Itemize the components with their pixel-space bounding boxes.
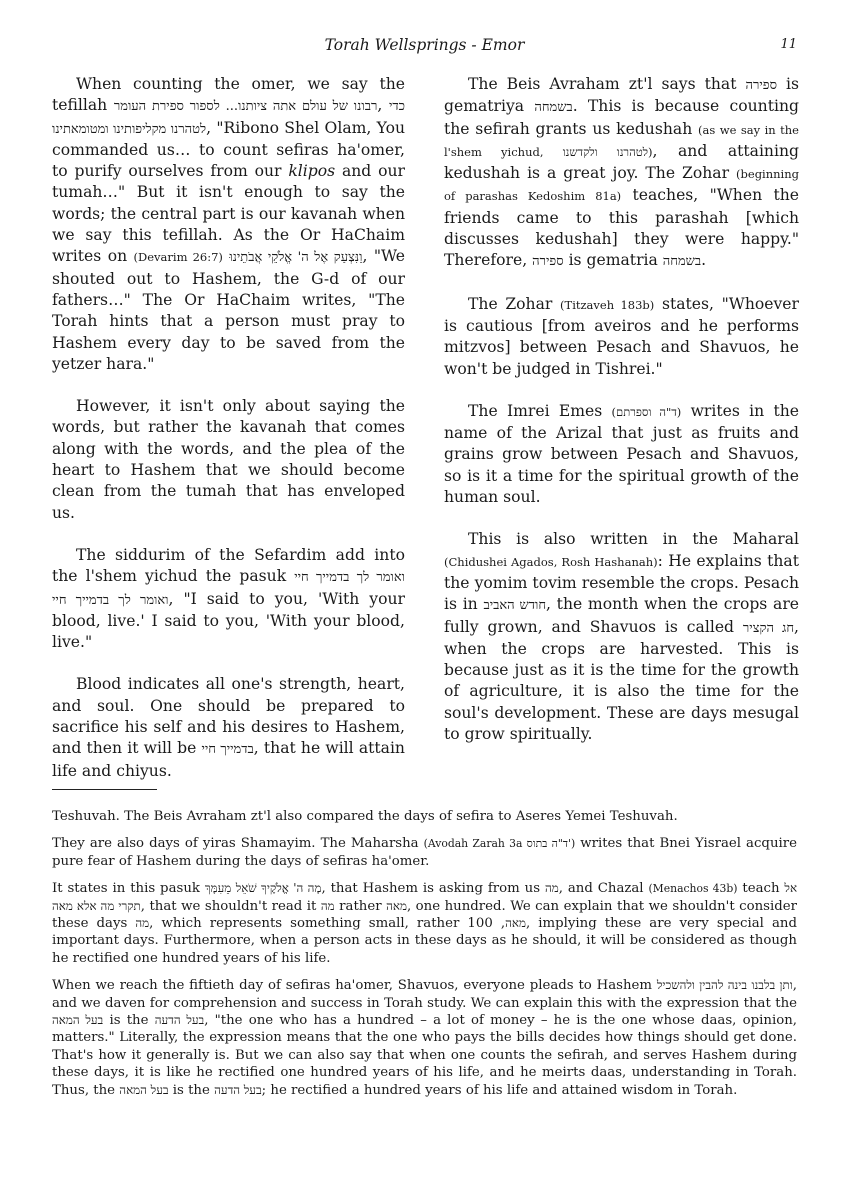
text-run: , implying these are very special and important days. Furthermore, when a person acts in these days as he should, it will be considered as though he rectified one hundred years of his life. [52, 916, 797, 966]
hebrew-text: בשמחה [534, 100, 573, 116]
source-citation: (as we say in the l'shem yichud, לטהרנו ולקדשנו) [444, 122, 799, 159]
source-citation: (Avodah Zarah 3a ד"ה בתוס') [423, 837, 576, 851]
text-run: writes that Bnei Yisrael acquire pure fear of Hashem during the days of sefiras ha'omer. [52, 836, 797, 869]
source-citation: (Chidushei Agados, Rosh Hashanah) [444, 554, 658, 569]
text-run: , "Ribono Shel Olam, You commanded us… to count sefiras ha'omer, to purify ourselves from our [52, 118, 406, 181]
text-run: , that Hashem is asking from us [321, 881, 545, 897]
text-run: They are also days of yiras Shamayim. The Maharsha [52, 836, 424, 852]
paragraph-siddurim [52, 545, 405, 653]
hebrew-text: ספירה [532, 254, 564, 270]
hebrew-text: חודש האביב [483, 598, 547, 614]
source-citation: (ד"ה וספרתם) [611, 404, 682, 419]
hebrew-text: בדמייך חיי [201, 742, 254, 758]
text-run: When we reach the fiftieth day of sefiras ha'omer, Shavuos, everyone pleads to Hashem [52, 978, 657, 994]
text-run: The siddurim of the Sefardim add into the l'shem yichud the pasuk [52, 545, 405, 586]
paragraph-imrei-emes [444, 401, 799, 508]
hebrew-text: מה [320, 898, 335, 913]
text-run: . [701, 251, 707, 270]
hebrew-text: רבונו של עולם אתה ציותנו... לספור ספירת העומר [113, 99, 378, 115]
text-run: The Zohar [468, 294, 561, 313]
text-run: is the [103, 1013, 155, 1029]
text-run: and our tumah…" But it isn't enough to say the words; the central part is our kavanah when we say this tefillah. As the Or HaChaim writes on [52, 162, 406, 266]
text-run: rather [334, 898, 387, 914]
hebrew-text: בעל המאה [119, 1082, 169, 1097]
hebrew-text: מָה ה' אֱלֹקֶיךָ שֹׁאֵל מֵעִמָּךְ [204, 881, 322, 896]
text-run: writes in the name of the Arizal that just as fruits and grains grow between Pesach and Shavuos, so is it a time for the spiritual growth of the human soul. [444, 401, 799, 507]
text-run: , that we shouldn't read it [140, 898, 321, 914]
footnote-teshuvah: Teshuvah. The Beis Avraham zt'l also compared the days of sefira to Aseres Yemei Teshuvah. [52, 809, 678, 824]
text-run: ; he rectified a hundred years of his life and attained wisdom in Torah. [261, 1082, 738, 1098]
footnote-yiras-shamayim [52, 835, 797, 870]
text-run: , and Chazal [558, 881, 649, 897]
text-run: The Imrei Emes [468, 401, 612, 420]
hebrew-text: ספירה [745, 78, 777, 93]
text-run: , [377, 96, 389, 115]
hebrew-text: בעל הדעה [214, 1082, 262, 1097]
hebrew-text: מאה [386, 898, 407, 913]
hebrew-text: בעל המאה [52, 1013, 104, 1028]
hebrew-text: וַנִּצְעַק אֶל ה' אֱלֹקֵי אֲבֹתֵינוּ [229, 250, 363, 266]
text-run: , which represents something small, rather 100 , [149, 916, 506, 932]
text-run: , one hundred. We can explain that we shouldn't consider these days [52, 898, 797, 932]
source-citation: (beginning of parashas Kedoshim 81a) [444, 167, 799, 204]
text-run: , and we daven for comprehension and success in Torah study. We can explain this with the expression that the [52, 978, 797, 1011]
source-citation: (Titzaveh 183b) [560, 297, 655, 312]
text-run: is gematria [563, 251, 663, 270]
text-run: The Beis Avraham zt'l says that [468, 75, 746, 93]
text-run: is the [168, 1082, 215, 1098]
footnote-mah-meah [52, 880, 797, 967]
hebrew-text: מה [135, 916, 150, 931]
paragraph-blood [52, 674, 405, 781]
text-run: states, "Whoever is cautious [from aveiros and he performs mitzvos] between Pesach and Shavuos, he won't be judged in Tishrei." [444, 294, 799, 378]
hebrew-text: בשמחה [662, 254, 702, 270]
text-run: Blood indicates all one's strength, heart, and soul. One should be prepared to sacrifice his self and his desires to Hashem, and then it will be [52, 675, 405, 758]
text-run: It states in this pasuk [52, 881, 205, 897]
source-citation: (Devarim 26:7) [133, 250, 223, 265]
hebrew-text: ותן בלבנו בינה להבין ולהשכיל [656, 978, 793, 993]
hebrew-text: אל תקרי מה אלא מאה [52, 881, 798, 913]
hebrew-text: כדי לטהרנו מקליפותינו ומטומאתינו [52, 99, 405, 137]
text-run: This is also written in the Maharal [468, 530, 799, 549]
running-title: Torah Wellsprings - Emor [324, 36, 525, 54]
text-run: , when the crops are harvested. This is because just as it is the time for the growth of agriculture, it is also the time for the soul's development. These are days mesugal to grow spiritually. [444, 617, 799, 744]
footnote-divider [52, 789, 157, 790]
hebrew-text: חג הקציר [742, 620, 795, 636]
text-run: teach [737, 881, 785, 897]
text-run: , "the one who has a hundred – a lot of money – he is the one whose daas, opinion, matters." Literally, the expression means that the one who pays the bills decides how things should get done. That's how it generally is. But we can also say that when one counts the sefirah, and serves Hashem during these days, it is like he rectified one hundred years of his life, and he meirts daas, understanding in Torah. Thus, the [52, 1013, 797, 1098]
paragraph-counting-omer [52, 74, 405, 375]
footnote-fiftieth-day [52, 977, 797, 1099]
paragraph-kavanah: However, it isn't only about saying the words, but rather the kavanah that comes along with the words, and the plea of the heart to Hashem that we should become clean from the tumah that has enveloped us. [52, 397, 405, 522]
text-run: , "I said to you, 'With your blood, live.' I said to you, 'With your blood, live." [52, 589, 405, 652]
italic-term: klipos [288, 162, 336, 181]
hebrew-text: מה [544, 881, 559, 896]
paragraph-zohar [444, 294, 799, 380]
text-run: . This is because counting the sefirah grants us kedushah [444, 97, 799, 138]
text-run: When counting the omer, we say the tefillah [52, 75, 405, 115]
right-column [444, 74, 799, 766]
text-run: , "We shouted out to Hashem, the G-d of our fathers…" The Or HaChaim writes, "The Torah hints that a person must pray to Hashem every day to be saved from the yetzer hara." [52, 247, 405, 373]
text-run: teaches, "When the friends came to this parashah [which discusses kedushah] they were happy." Therefore, [444, 186, 799, 270]
hebrew-text: מאה [505, 916, 526, 931]
text-run: , the month when the crops are fully grown, and Shavuos is called [444, 595, 799, 636]
left-column [52, 74, 405, 803]
hebrew-text: בעל הדעה [154, 1013, 205, 1028]
text-run: : He explains that the yomim tovim resemble the crops. Pesach is in [444, 551, 799, 614]
text-run: , that he will attain life and chiyus. [52, 739, 405, 780]
footnotes [52, 808, 797, 1109]
text-run: is gematriya [444, 75, 799, 116]
text-run: , and attaining kedushah is a great joy. The Zohar [444, 141, 799, 183]
source-citation: (Menachos 43b) [648, 882, 738, 896]
running-header [52, 36, 797, 56]
paragraph-beis-avraham [444, 74, 799, 273]
paragraph-maharal [444, 529, 799, 745]
hebrew-text: ואומר לך בדמייך חיי ואומר לך בדמייך חיי [52, 570, 405, 608]
page-number: 11 [780, 37, 797, 52]
